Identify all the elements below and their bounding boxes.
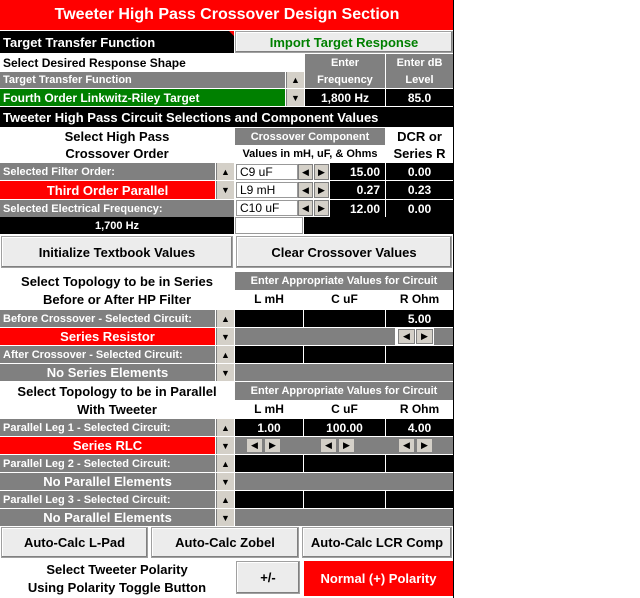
electrical-frequency-label: Selected Electrical Frequency: [0, 200, 234, 217]
component-header-1: Crossover Component [235, 128, 385, 145]
component-header-2: Values in mH, uF, & Ohms [235, 145, 385, 162]
series-title-1: Select Topology to be in Series [0, 272, 234, 290]
l9-increment-icon[interactable]: ▶ [314, 182, 329, 198]
leg1-dropdown-icon[interactable]: ▼ [216, 437, 234, 454]
leg1-scroll-up[interactable]: ▲ [216, 419, 234, 436]
leg1-l-decrement-icon[interactable]: ◀ [246, 438, 263, 453]
enter-db-label-1: Enter dB [386, 54, 453, 71]
leg2-label: Parallel Leg 2 - Selected Circuit: [0, 455, 215, 472]
series-col-r: R Ohm [386, 290, 453, 308]
shape-scroll-up[interactable]: ▲ [286, 72, 304, 88]
leg2-value[interactable]: No Parallel Elements [0, 473, 215, 490]
parallel-col-c: C uF [304, 400, 385, 418]
series-title-2: Before or After HP Filter [0, 290, 234, 308]
leg3-spacer [235, 509, 453, 526]
frequency-input[interactable]: 1,800 Hz [305, 89, 385, 106]
leg2-l-cell[interactable] [235, 455, 303, 472]
clear-values-button[interactable]: Clear Crossover Values [236, 236, 452, 268]
series-enter-values: Enter Appropriate Values for Circuit [235, 272, 453, 290]
auto-calc-lcr-button[interactable]: Auto-Calc LCR Comp [302, 527, 452, 558]
c9-increment-icon[interactable]: ▶ [314, 164, 329, 180]
leg2-spacer [235, 473, 453, 490]
component-name-c9: C9 uF [236, 164, 298, 180]
dcr-value-c10[interactable]: 0.00 [386, 200, 453, 217]
circuit-header: Tweeter High Pass Circuit Selections and Component Values [0, 107, 454, 127]
filter-order-label: Selected Filter Order: [0, 163, 215, 180]
extra-component-fill [304, 217, 454, 234]
leg3-c-cell[interactable] [304, 491, 385, 508]
leg1-label: Parallel Leg 1 - Selected Circuit: [0, 419, 215, 436]
component-value-c10[interactable]: 12.00 [330, 200, 385, 217]
leg1-r-decrement-icon[interactable]: ◀ [398, 438, 415, 453]
extra-component-cell[interactable] [235, 217, 303, 234]
c10-decrement-icon[interactable]: ◀ [298, 200, 313, 216]
before-crossover-value[interactable]: Series Resistor [0, 328, 215, 345]
enter-frequency-label-2: Frequency [305, 71, 385, 88]
leg1-l-increment-icon[interactable]: ▶ [264, 438, 281, 453]
before-spacer-2 [434, 328, 453, 345]
leg2-dropdown-icon[interactable]: ▼ [216, 473, 234, 490]
polarity-label-1: Select Tweeter Polarity [0, 561, 234, 578]
before-c-cell[interactable] [304, 310, 385, 327]
parallel-col-r: R Ohm [386, 400, 453, 418]
selected-shape-value[interactable]: Fourth Order Linkwitz-Riley Target [0, 89, 285, 106]
before-r-increment-icon[interactable]: ▶ [416, 329, 433, 344]
leg3-dropdown-icon[interactable]: ▼ [216, 509, 234, 526]
leg1-c-decrement-icon[interactable]: ◀ [320, 438, 337, 453]
parallel-enter-values: Enter Appropriate Values for Circuit [235, 382, 453, 400]
sheet-border [453, 0, 454, 598]
c10-increment-icon[interactable]: ▶ [314, 200, 329, 216]
parallel-title-2: With Tweeter [0, 400, 234, 418]
leg1-l-cell[interactable]: 1.00 [235, 419, 303, 436]
leg3-label: Parallel Leg 3 - Selected Circuit: [0, 491, 215, 508]
after-r-cell[interactable] [386, 346, 453, 363]
polarity-toggle-button[interactable]: +/- [236, 561, 300, 594]
before-scroll-up[interactable]: ▲ [216, 310, 234, 327]
page-title: Tweeter High Pass Crossover Design Section [0, 0, 454, 30]
leg1-r-increment-icon[interactable]: ▶ [416, 438, 433, 453]
after-spacer [235, 364, 453, 381]
parallel-col-l: L mH [235, 400, 303, 418]
before-l-cell[interactable] [235, 310, 303, 327]
import-target-button[interactable]: Import Target Response [235, 31, 453, 53]
filter-order-scroll-up[interactable]: ▲ [216, 163, 234, 180]
polarity-state: Normal (+) Polarity [304, 561, 453, 596]
dcr-value-c9[interactable]: 0.00 [386, 163, 453, 180]
shape-dropdown-icon[interactable]: ▼ [286, 89, 304, 106]
target-header: Target Transfer Function [0, 31, 234, 53]
after-c-cell[interactable] [304, 346, 385, 363]
leg3-l-cell[interactable] [235, 491, 303, 508]
leg2-c-cell[interactable] [304, 455, 385, 472]
series-col-c: C uF [304, 290, 385, 308]
auto-calc-lpad-button[interactable]: Auto-Calc L-Pad [1, 527, 148, 558]
c9-decrement-icon[interactable]: ◀ [298, 164, 313, 180]
select-shape-label: Select Desired Response Shape [0, 54, 304, 71]
component-name-l9: L9 mH [236, 182, 298, 198]
before-dropdown-icon[interactable]: ▼ [216, 328, 234, 345]
tf-label: Target Transfer Function [0, 72, 285, 88]
enter-db-label-2: Level [386, 71, 453, 88]
level-input[interactable]: 85.0 [386, 89, 453, 106]
parallel-title-1: Select Topology to be in Parallel [0, 382, 234, 400]
leg1-c-increment-icon[interactable]: ▶ [338, 438, 355, 453]
leg3-scroll-up[interactable]: ▲ [216, 491, 234, 508]
after-dropdown-icon[interactable]: ▼ [216, 364, 234, 381]
auto-calc-zobel-button[interactable]: Auto-Calc Zobel [151, 527, 299, 558]
component-name-c10: C10 uF [236, 200, 298, 216]
component-value-c9[interactable]: 15.00 [330, 163, 385, 180]
before-crossover-label: Before Crossover - Selected Circuit: [0, 310, 215, 327]
leg1-r-cell[interactable]: 4.00 [386, 419, 453, 436]
filter-order-dropdown-icon[interactable]: ▼ [216, 181, 234, 199]
component-value-l9[interactable]: 0.27 [330, 181, 385, 199]
leg1-c-cell[interactable]: 100.00 [304, 419, 385, 436]
after-scroll-up[interactable]: ▲ [216, 346, 234, 363]
dcr-value-l9[interactable]: 0.23 [386, 181, 453, 199]
after-l-cell[interactable] [235, 346, 303, 363]
leg3-r-cell[interactable] [386, 491, 453, 508]
leg2-scroll-up[interactable]: ▲ [216, 455, 234, 472]
dcr-header-1: DCR or [386, 128, 453, 145]
leg1-value[interactable]: Series RLC [0, 437, 215, 454]
dcr-header-2: Series R [386, 145, 453, 162]
enter-frequency-label-1: Enter [305, 54, 385, 71]
electrical-frequency-value: 1,700 Hz [0, 217, 234, 234]
series-col-l: L mH [235, 290, 303, 308]
l9-decrement-icon[interactable]: ◀ [298, 182, 313, 198]
before-spacer [235, 328, 395, 345]
initialize-values-button[interactable]: Initialize Textbook Values [1, 236, 233, 268]
select-order-label-2: Crossover Order [0, 145, 234, 162]
leg3-value[interactable]: No Parallel Elements [0, 509, 215, 526]
polarity-label-2: Using Polarity Toggle Button [0, 578, 234, 596]
before-r-decrement-icon[interactable]: ◀ [398, 329, 415, 344]
filter-order-value[interactable]: Third Order Parallel [0, 181, 215, 199]
before-r-cell[interactable]: 5.00 [386, 310, 453, 327]
leg2-r-cell[interactable] [386, 455, 453, 472]
select-order-label-1: Select High Pass [0, 128, 234, 145]
after-crossover-value[interactable]: No Series Elements [0, 364, 215, 381]
after-crossover-label: After Crossover - Selected Circuit: [0, 346, 215, 363]
